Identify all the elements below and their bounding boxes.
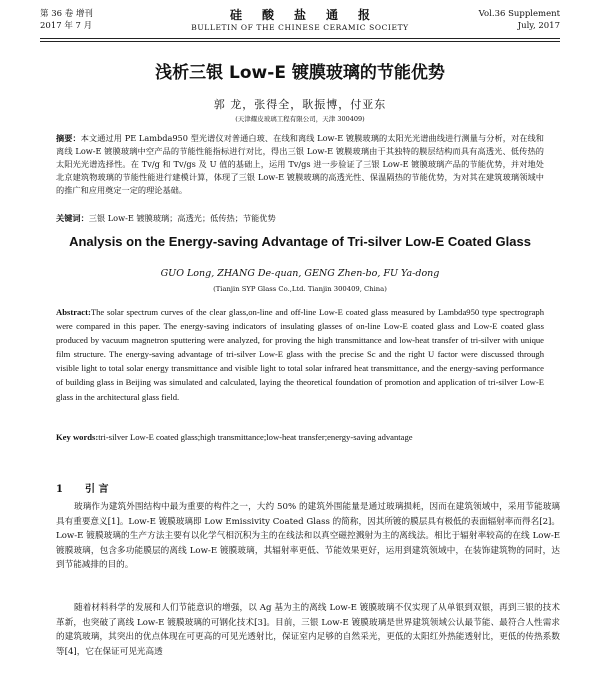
- body-paragraph-2: 随着材料科学的发展和人们节能意识的增强，以 Ag 基为主的离线 Low-E 镀膜玻璃不仅实现了从单银到双银，再到三银的技术革新，也突破了离线 Low-E 镀膜玻璃的可钢化技术[3]。目前，三银 Low-E 镀膜玻璃是世界建筑领域公认最节能、最符合人性需求的建筑玻璃，其突出的优点体现在可更高的可见光透射比，保证室内足够的自然采光，更低的太阳红外热能透射比，更低的传热系数等[4]，它在保证可见光高透: [56, 603, 560, 657]
- header-volume-en: Vol.36 Supplement: [478, 9, 560, 19]
- paper-title-cn: 浅析三银 Low-E 镀膜玻璃的节能优势: [155, 63, 445, 83]
- affiliation-en: (Tianjin SYP Glass Co.,Ltd. Tianjin 300409, China): [213, 285, 387, 293]
- journal-name-en: BULLETIN OF THE CHINESE CERAMIC SOCIETY: [191, 23, 409, 32]
- header-rule-thin: [40, 41, 560, 42]
- section-heading: [56, 480, 130, 495]
- abstract-label-en: Abstract:: [56, 307, 91, 317]
- header-rule-thick: [40, 38, 560, 39]
- body-paragraph-1: 玻璃作为建筑外围结构中最为重要的构件之一，大约 50% 的建筑外围能量是通过玻璃损耗，因而在建筑领域中，采用节能玻璃具有重要意义[1]。Low-E 镀膜玻璃即 Low Emissivity Coated Glass 的简称，因其所镀的膜层具有极低的表面辐射率而得名[2]。Low-E 镀膜玻璃的生产方法主要有以化学气相沉积为主的在线法和以真空磁控溅射为主的离线法。相比于辐射率较高的在线 Low-E 镀膜玻璃，包含多功能膜层的离线 Low-E 镀膜玻璃，其辐射率更低、节能效果更好，运用到建筑领域中，在装饰建筑物的同时，达到节能减排的目的。: [56, 502, 560, 571]
- header-date-cn: 2017 年 7 月: [40, 21, 93, 31]
- abstract-cn: [56, 132, 544, 197]
- keywords-cn: [56, 212, 544, 224]
- section-title: 引 言: [84, 484, 109, 495]
- section-number: 1: [56, 484, 63, 495]
- keywords-en: [56, 431, 544, 444]
- keywords-text-en: tri-silver Low-E coated glass;high transmittance;low-heat transfer;energy-saving advantage: [98, 432, 413, 442]
- abstract-text-en: The solar spectrum curves of the clear glass,on-line and off-line Low-E coated glass measured by Lambda950 type spectrograph were compared in this paper. The energy-saving indicators of insulating glasses of on-line Low-E coated glass and Low-E coated glass produced by vacuum magnetron sputtering were analyzed, for proving the high transmittance and low-heat transfer of tri-silver with unique film structure. The energy-saving advantage of tri-silver Low-E glass with the precise Sc and the right U factor were discussed through visible light to total solar energy transmittance and visible light to total solar infrared heat transmittance, and the energy-saving performance of building glass in Beijing was simulated and calculated, laying the theoretical foundation of promotion and application of tri-silver Low-E glass in the architectural glass field.: [56, 307, 544, 402]
- header-volume-info-en: [479, 8, 560, 32]
- header-date-en: July, 2017: [517, 21, 560, 31]
- keywords-label-en: Key words:: [56, 432, 99, 442]
- abstract-text-cn: 本文通过用 PE Lambda950 型光谱仪对普通白玻、在线和离线 Low-E 镀膜玻璃的太阳光光谱曲线进行测量与分析，对在线和离线 Low-E 镀膜玻璃中空产品的节能性能指标进行对比，得出三银 Low-E 镀膜玻璃由于其独特的膜层结构而具有高透光、低传热的太阳光光谱选择性。在 Tv/g 和 Tv/gs 及 U 值的基础上，运用 Tv/gs 进一步验证了三银 Low-E 镀膜玻璃产品的节能优势，并对地处北京建筑物玻璃的节能性能进行建模计算，体现了三银 Low-E 镀膜玻璃的高透光性、保温隔热的节能优势，为对其在建筑玻璃领域中的推广和应用奠定一定的理论基础。: [56, 133, 544, 195]
- authors-en: GUO Long, ZHANG De-quan, GENG Zhen-bo, FU Ya-dong: [160, 268, 440, 279]
- paper-title-en: Analysis on the Energy-saving Advantage of Tri-silver Low-E Coated Glass: [69, 234, 531, 249]
- running-header: [40, 8, 560, 36]
- affiliation-cn: (天津耀皮玻璃工程有限公司，天津 300409): [235, 115, 365, 123]
- journal-name-cn: 硅酸盐通报: [229, 8, 390, 22]
- header-volume: 第 36 卷 增刊: [40, 9, 93, 19]
- authors-cn: 郭 龙，张得全，耿振博，付亚东: [213, 98, 387, 111]
- keywords-text-cn: 三银 Low-E 镀膜玻璃；高透光；低传热；节能优势: [88, 213, 276, 223]
- abstract-label-cn: 摘要：: [56, 133, 81, 143]
- keywords-label-cn: 关键词：: [56, 213, 89, 223]
- abstract-en: [56, 305, 544, 404]
